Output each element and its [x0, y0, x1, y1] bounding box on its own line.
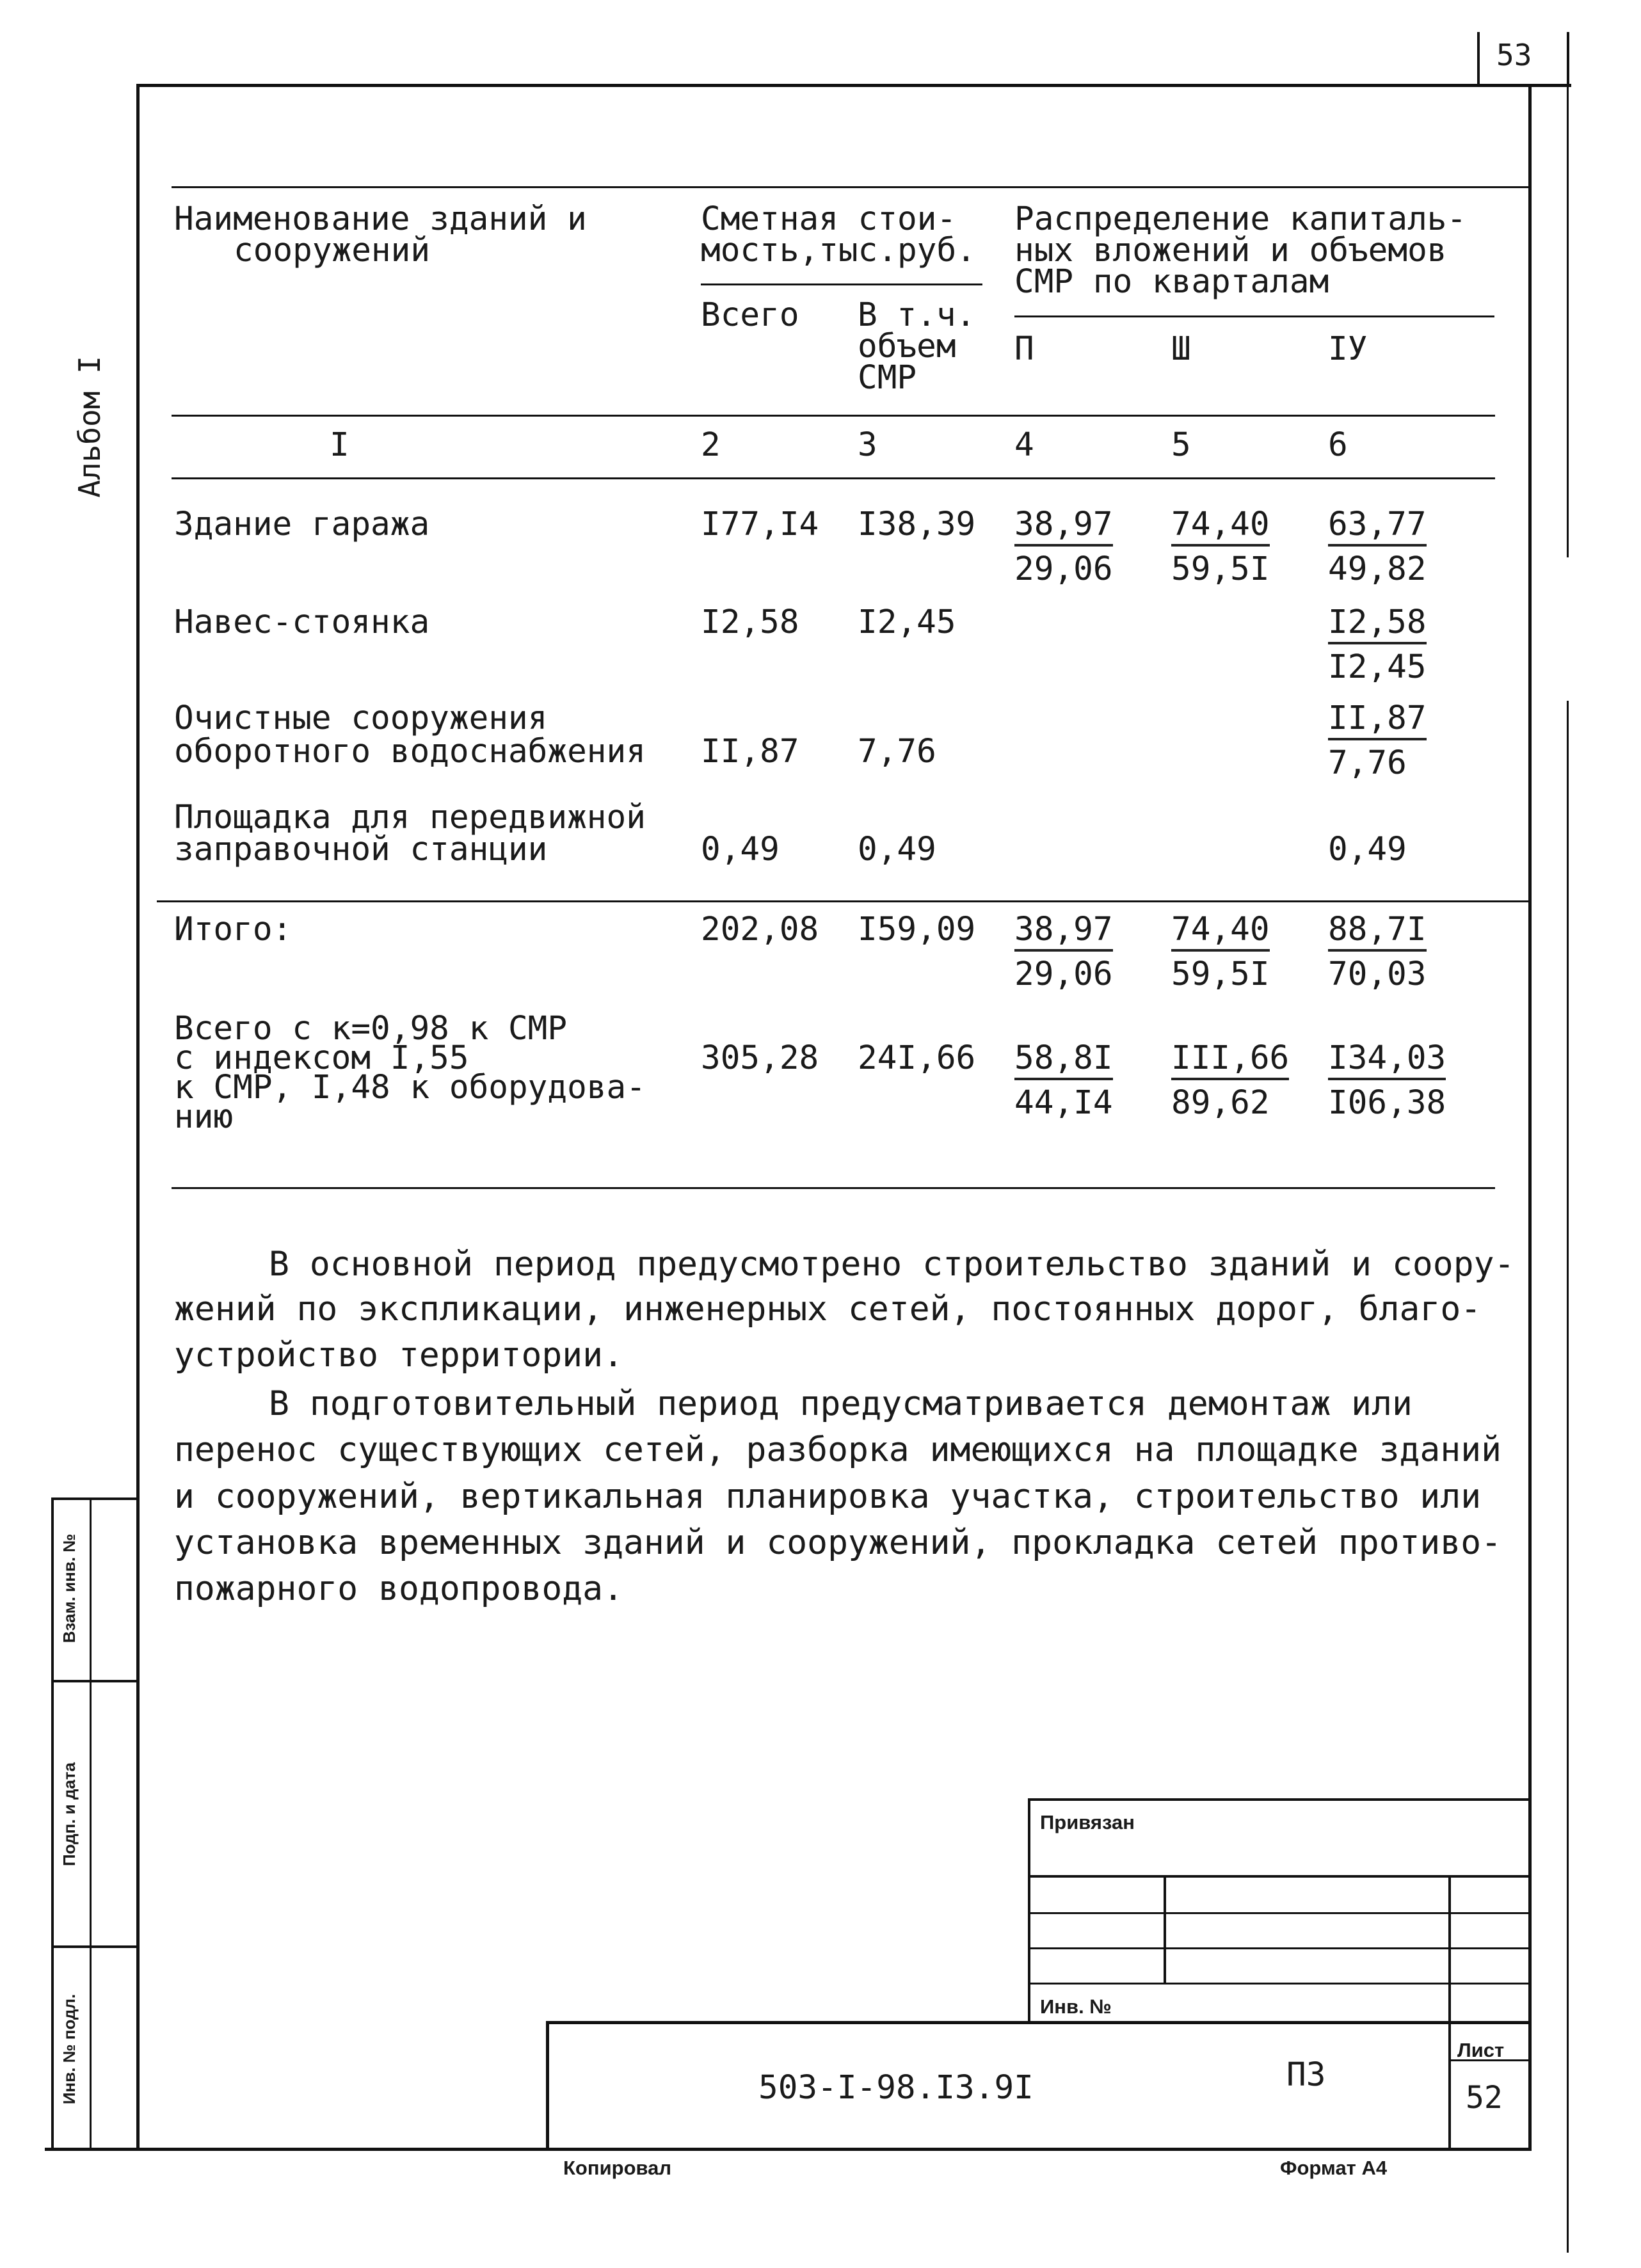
outer-right-edge: [1567, 84, 1569, 557]
col-number-6: 6: [1328, 426, 1348, 464]
itogo-smr: I59,09: [858, 911, 976, 948]
frame-top-line: [138, 84, 1571, 87]
footer-kopiroval: Копировал: [563, 2157, 672, 2179]
stamp-grid-h2: [1029, 1912, 1530, 1914]
paragraph1-line2: жений по экспликации, инженерных сетей, постоянных дорог, благо-: [174, 1290, 1482, 1329]
footer-format: Формат А4: [1280, 2157, 1388, 2179]
row3-name-line1: Очистные сооружения: [174, 699, 548, 737]
stamp-privyazan-top: [1029, 1798, 1530, 1801]
stamp-sheet-label: Лист: [1457, 2039, 1505, 2061]
row1-smr: I38,39: [858, 506, 976, 543]
itogo-q4-top: 88,7I: [1328, 912, 1427, 952]
header-dist-line1: Распределение капиталь-: [1014, 200, 1467, 238]
stamp-grid-h3: [1029, 1947, 1530, 1949]
grand-name-line4: нию: [174, 1098, 234, 1136]
row1-q4-top: 63,77: [1328, 507, 1427, 547]
header-cost-line1: Сметная стои-: [701, 200, 957, 238]
itogo-q3-top: 74,40: [1171, 912, 1270, 952]
album-label: Альбом I: [72, 356, 107, 498]
col-number-1: I: [330, 426, 349, 464]
page-number-box-right: [1567, 32, 1569, 86]
table-rule-bottom: [172, 1187, 1495, 1189]
table-rule-top: [172, 186, 1530, 188]
grand-smr: 24I,66: [858, 1039, 976, 1077]
itogo-q2-bottom: 29,06: [1014, 955, 1113, 993]
header-q3: Ш: [1171, 330, 1191, 368]
stamp-inv-no-label: Инв. №: [1040, 1995, 1112, 2018]
row2-total: I2,58: [701, 603, 799, 641]
stamp-doc-code: 503-I-98.I3.9I: [758, 2069, 1034, 2107]
stamp-sheet-sep: [1448, 2021, 1451, 2150]
grand-q3-bottom: 89,62: [1171, 1084, 1270, 1122]
col-number-3: 3: [858, 426, 877, 464]
row4-name-line1: Площадка для передвижной: [174, 799, 646, 836]
grand-q3-top: III,66: [1171, 1041, 1289, 1080]
paragraph2-line2: перенос существующих сетей, разборка имеющихся на площадке зданий: [174, 1430, 1502, 1469]
paragraph2-line1: В подготовительный период предусматривается демонтаж или: [269, 1384, 1413, 1423]
grand-total: 305,28: [701, 1039, 819, 1077]
grand-q4-bottom: I06,38: [1328, 1084, 1446, 1122]
itogo-name: Итого:: [174, 911, 292, 948]
header-col1-line1: Наименование зданий и: [174, 200, 587, 238]
side-strip-left: [51, 1497, 54, 2150]
header-col1-line2: сооружений: [234, 232, 431, 269]
stamp-grid-h4: [1029, 1983, 1530, 1984]
stamp-section: ПЗ: [1286, 2056, 1326, 2094]
grand-q2-bottom: 44,I4: [1014, 1084, 1113, 1122]
header-q4: IУ: [1328, 330, 1368, 368]
row1-q2-bottom: 29,06: [1014, 550, 1113, 588]
stamp-title-top: [547, 2021, 1530, 2024]
row4-name-line2: заправочной станции: [174, 831, 548, 868]
row4-q4: 0,49: [1328, 831, 1407, 868]
paragraph2-line3: и сооружений, вертикальная планировка участка, строительство или: [174, 1477, 1482, 1516]
row1-name: Здание гаража: [174, 506, 430, 543]
stamp-grid-v1: [1164, 1875, 1166, 1984]
paragraph2-line4: установка временных зданий и сооружений, прокладка сетей противо-: [174, 1523, 1502, 1562]
row2-q4-bottom: I2,45: [1328, 648, 1427, 686]
grand-name-line1: Всего с к=0,98 к СМР: [174, 1010, 568, 1048]
stamp-title-left: [546, 2021, 549, 2150]
itogo-q4-bottom: 70,03: [1328, 955, 1427, 993]
header-incl-line3: СМР: [858, 359, 917, 397]
row4-smr: 0,49: [858, 831, 936, 868]
side-label-podp: Подп. и дата: [60, 1762, 79, 1867]
side-strip-sep2: [51, 1680, 138, 1682]
side-label-inv-podl: Инв. № подл.: [60, 1993, 79, 2105]
side-label-vzam: Взам. инв. №: [60, 1533, 79, 1643]
paragraph1-line3: устройство территории.: [174, 1336, 623, 1375]
row3-total: II,87: [701, 733, 799, 771]
grand-q2-top: 58,8I: [1014, 1041, 1113, 1080]
stamp-privyazan-left: [1028, 1798, 1030, 2022]
itogo-total: 202,08: [701, 911, 819, 948]
row3-name-line2: оборотного водоснабжения: [174, 733, 646, 771]
row3-q4-bottom: 7,76: [1328, 744, 1407, 782]
stamp-privyazan-label: Привязан: [1040, 1811, 1135, 1833]
col-number-4: 4: [1014, 426, 1034, 464]
header-q2: П: [1014, 330, 1034, 368]
cost-subrule: [701, 284, 982, 285]
row2-q4-top: I2,58: [1328, 605, 1427, 644]
stamp-sheet-number: 52: [1466, 2080, 1503, 2116]
outer-right-edge-lower: [1567, 701, 1569, 2253]
row1-q3-bottom: 59,5I: [1171, 550, 1270, 588]
table-rule-itogo: [157, 900, 1530, 902]
header-total: Всего: [701, 296, 799, 334]
grand-name-line2: с индексом I,55: [174, 1039, 469, 1077]
frame-right-line: [1528, 84, 1532, 2151]
row3-smr: 7,76: [858, 733, 936, 771]
row1-q2-top: 38,97: [1014, 507, 1113, 547]
header-incl-line2: объем: [858, 328, 956, 365]
header-dist-line2: ных вложений и объемов: [1014, 232, 1447, 269]
row1-q4-bottom: 49,82: [1328, 550, 1427, 588]
paragraph1-line1: В основной период предусмотрено строительство зданий и соору-: [269, 1245, 1515, 1284]
distribution-subrule: [1014, 315, 1494, 317]
col-number-5: 5: [1171, 426, 1191, 464]
col-number-2: 2: [701, 426, 721, 464]
grand-name-line3: к СМР, I,48 к оборудова-: [174, 1069, 646, 1106]
row1-total: I77,I4: [701, 506, 819, 543]
row2-smr: I2,45: [858, 603, 956, 641]
header-cost-line2: мость,тыс.руб.: [701, 232, 976, 269]
row1-q3-top: 74,40: [1171, 507, 1270, 547]
itogo-q2-top: 38,97: [1014, 912, 1113, 952]
side-strip-inner: [90, 1497, 92, 2150]
header-dist-line3: СМР по кварталам: [1014, 263, 1329, 301]
header-incl-line1: В т.ч.: [858, 296, 976, 334]
stamp-grid-h1: [1029, 1875, 1530, 1878]
frame-left-line: [136, 84, 140, 2151]
table-rule-header-bottom: [172, 415, 1495, 417]
row3-q4-top: II,87: [1328, 701, 1427, 740]
table-rule-numbers-bottom: [172, 477, 1495, 479]
itogo-q3-bottom: 59,5I: [1171, 955, 1270, 993]
row2-name: Навес-стоянка: [174, 603, 430, 641]
stamp-grid-v2: [1448, 1875, 1451, 2022]
row4-total: 0,49: [701, 831, 780, 868]
paragraph2-line5: пожарного водопровода.: [174, 1569, 623, 1608]
page-number-box-left: [1477, 32, 1480, 86]
page-number-top: 53: [1496, 38, 1532, 72]
grand-q4-top: I34,03: [1328, 1041, 1446, 1080]
